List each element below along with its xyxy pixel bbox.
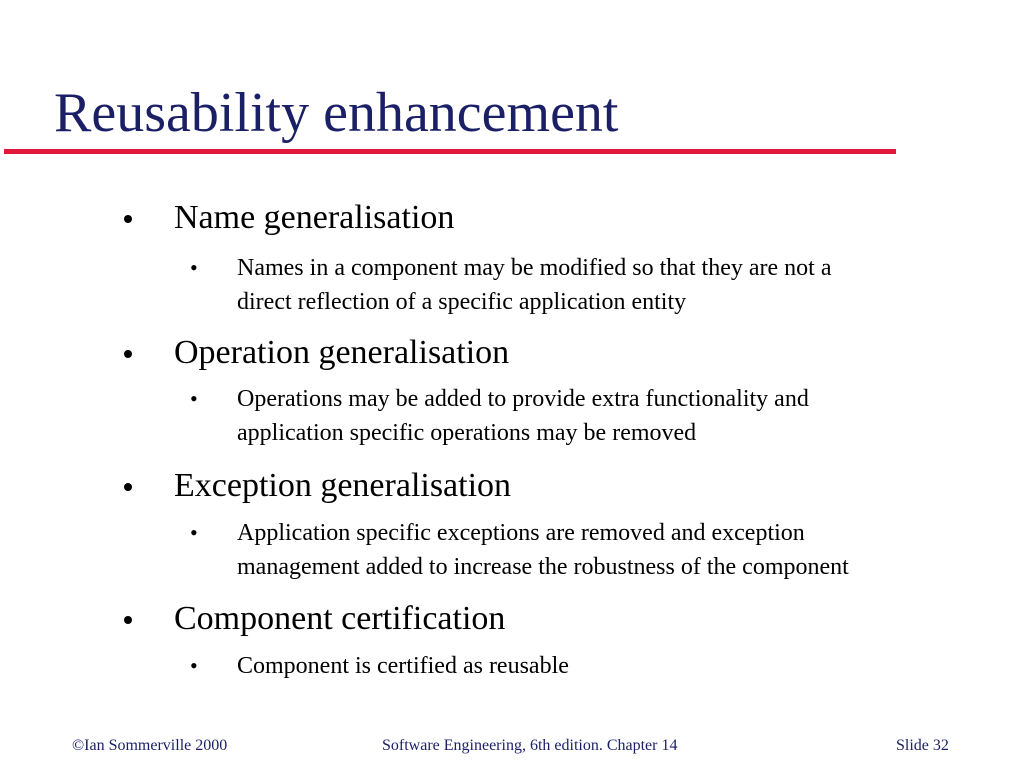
bullet-dot-icon (124, 350, 132, 358)
sub-bullet-icon: • (190, 520, 198, 545)
bullet-dot-icon (124, 616, 132, 624)
sub-bullet-text (237, 649, 997, 683)
sub-bullet-icon: • (190, 386, 198, 411)
title-underline (4, 149, 896, 154)
slide-title: Reusability enhancement (54, 82, 619, 144)
bullet-heading: Exception generalisation (174, 467, 512, 504)
sub-bullet-line: application specific operations may be removed (237, 420, 697, 446)
bullet-heading: Name generalisation (174, 199, 455, 236)
sub-bullet-line: management added to increase the robustness of the component (237, 554, 849, 580)
bullet-dot-icon (124, 215, 132, 223)
sub-bullet-line: Application specific exceptions are removed and exception (237, 520, 805, 546)
sub-bullet-line: Operations may be added to provide extra functionality and (237, 386, 809, 412)
bullet-dot-icon (124, 483, 132, 491)
bullet-heading: Component certification (174, 600, 506, 637)
sub-bullet-line: direct reflection of a specific application entity (237, 289, 687, 315)
sub-bullet-line: Names in a component may be modified so that they are not a (237, 255, 832, 281)
sub-bullet-icon: • (190, 653, 198, 678)
sub-bullet-icon: • (190, 255, 198, 280)
footer-slide-number: Slide 32 (896, 737, 949, 754)
footer-course-title: Software Engineering, 6th edition. Chapter 14 (382, 737, 678, 754)
sub-bullet-text (237, 516, 997, 584)
footer-copyright: ©Ian Sommerville 2000 (72, 737, 228, 754)
bullet-heading: Operation generalisation (174, 334, 510, 371)
sub-bullet-line: Component is certified as reusable (237, 653, 569, 679)
sub-bullet-text (237, 382, 997, 450)
sub-bullet-text (237, 251, 997, 319)
